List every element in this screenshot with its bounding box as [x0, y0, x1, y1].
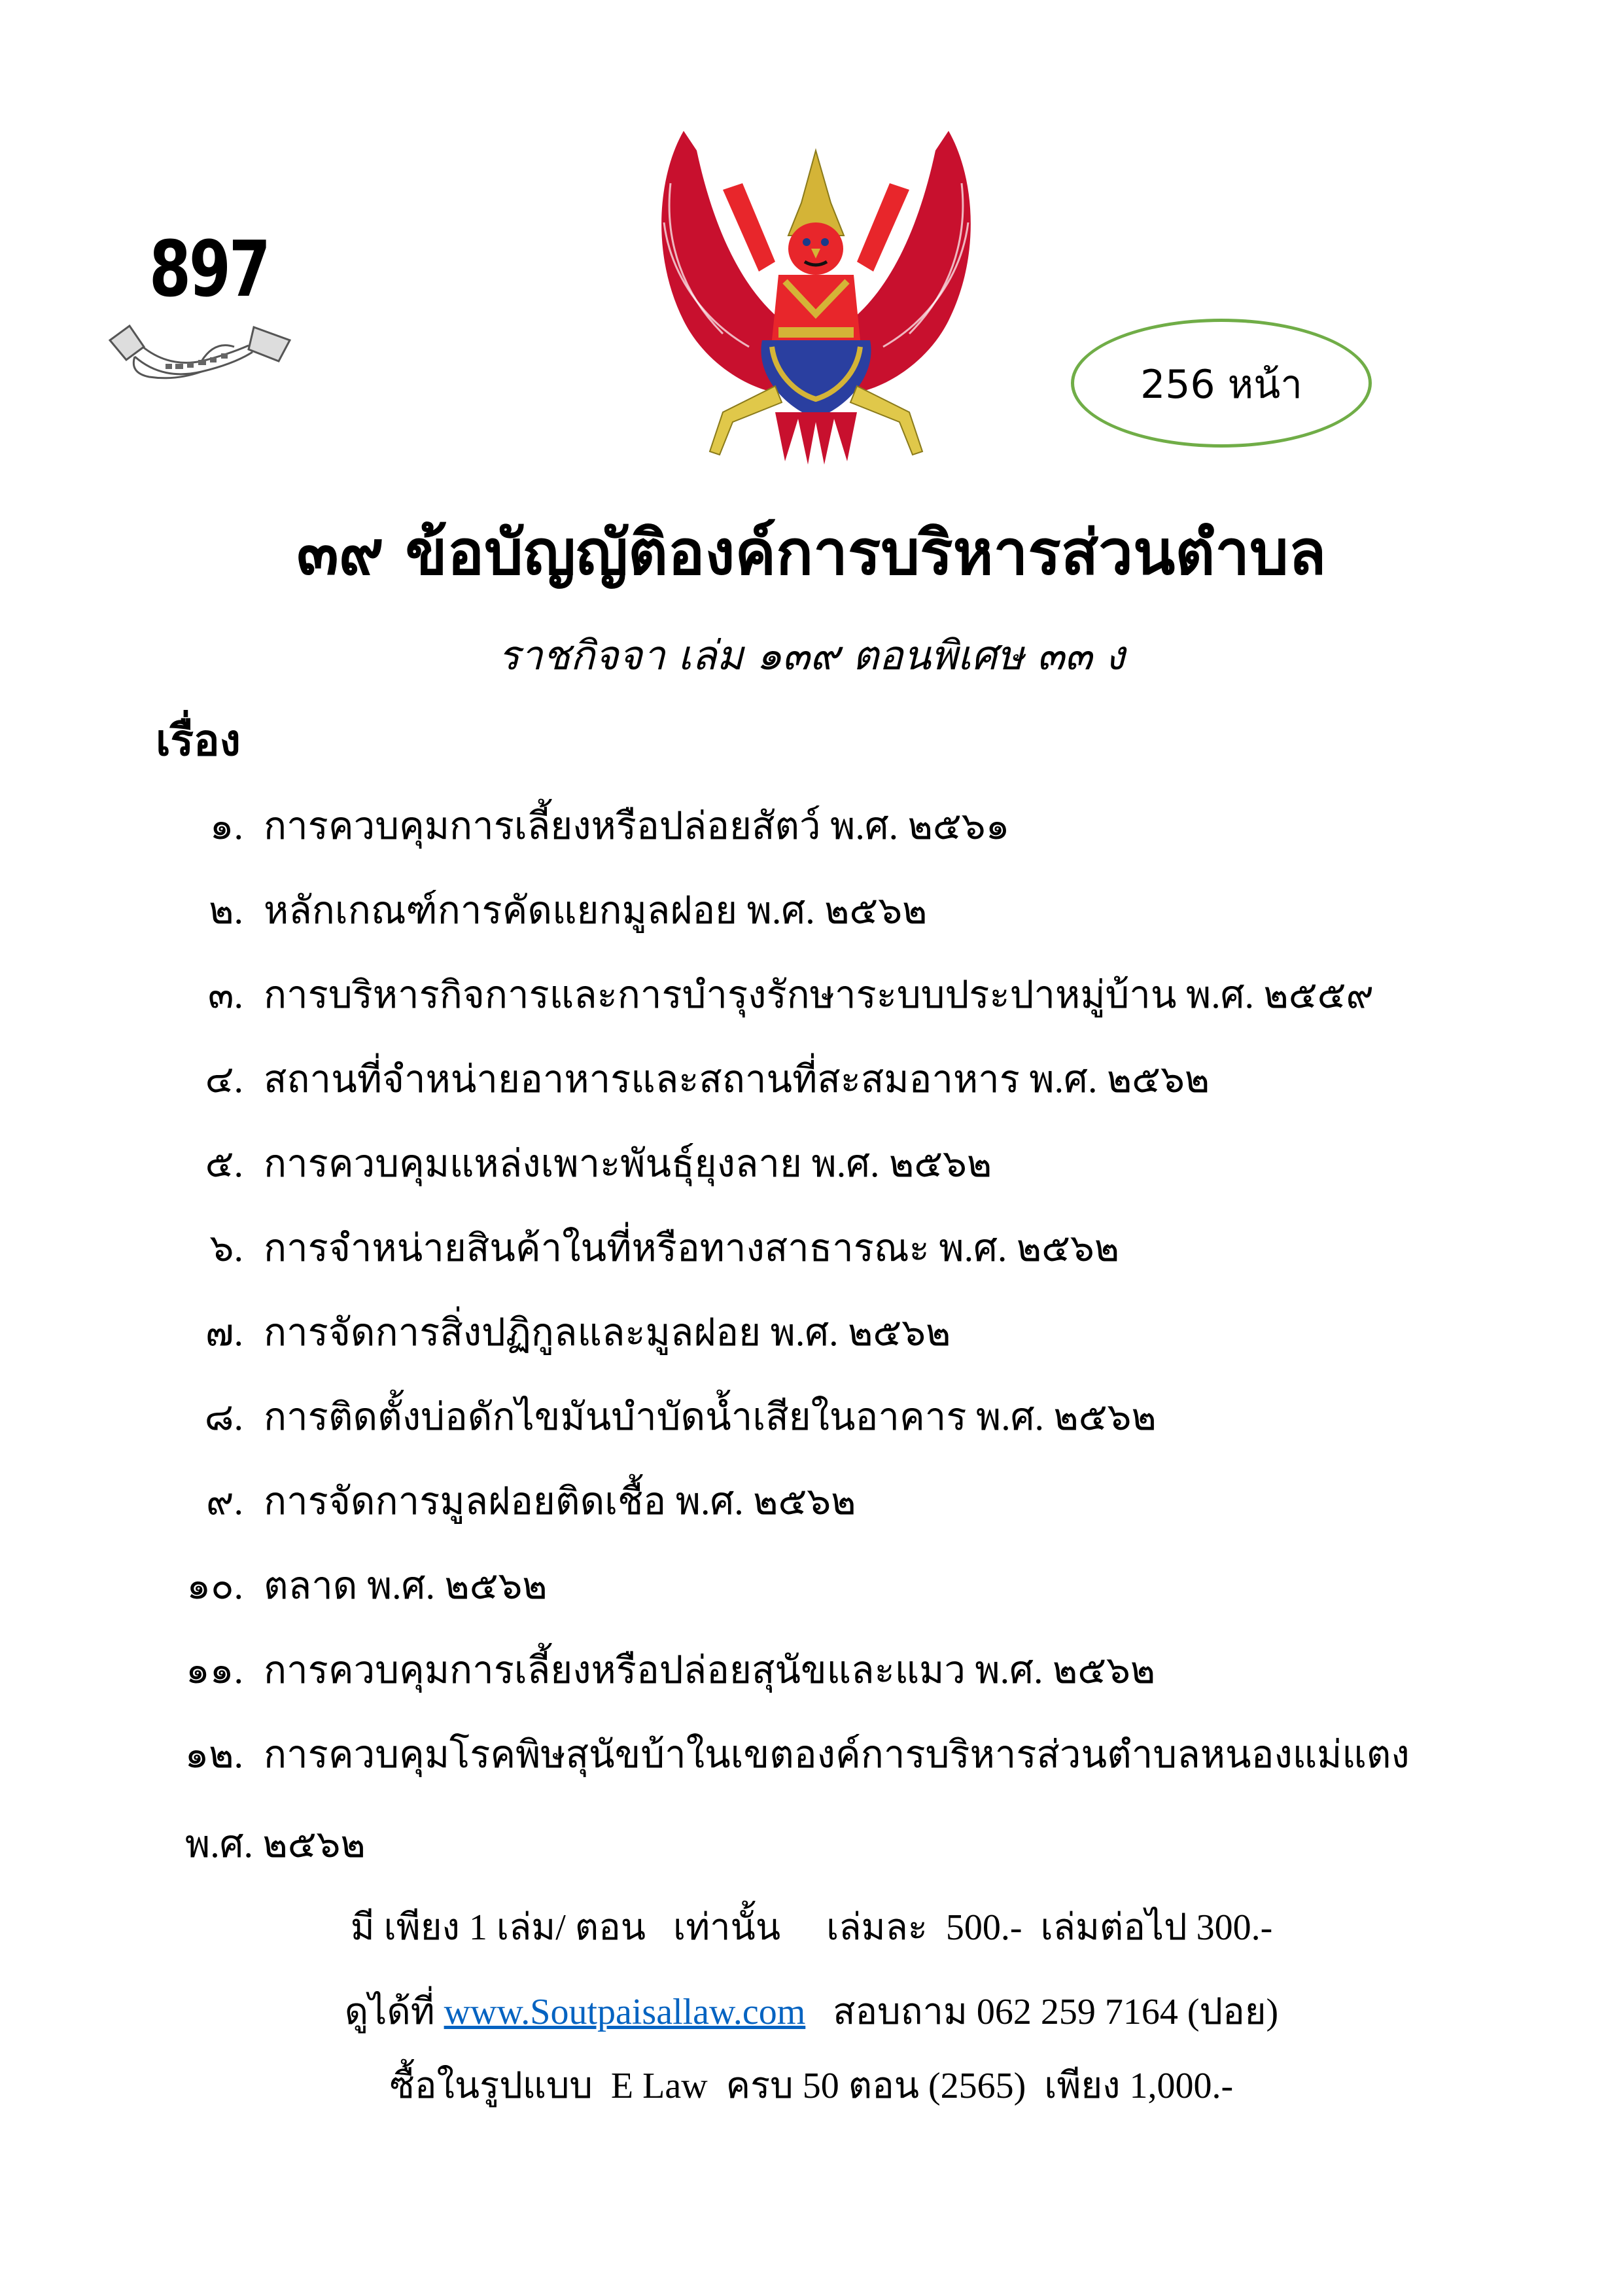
list-item [0, 1280, 1623, 1352]
catalog-number: 897 [149, 224, 269, 314]
list-item [0, 858, 1623, 930]
list-item [0, 1617, 1623, 1689]
item-text: หลักเกณฑ์การคัดแยกมูลฝอย พ.ศ. ๒๕๖๒ [264, 889, 928, 932]
item-12-continuation: พ.ศ. ๒๕๖๒ [185, 1823, 366, 1865]
list-item [0, 1027, 1623, 1099]
item-text: การควบคุมแหล่งเพาะพันธุ์ยุงลาย พ.ศ. ๒๕๖๒ [264, 1142, 992, 1185]
item-number: ๑๒. [184, 1733, 243, 1776]
item-number: ๗. [205, 1311, 243, 1354]
document-title: ๓๙ ข้อบัญญัติองค์การบริหารส่วนตำบล [296, 518, 1327, 589]
item-number: ๓. [207, 974, 243, 1016]
garuda-emblem-icon [644, 124, 988, 468]
item-text: การติดตั้งบ่อดักไขมันบำบัดน้ำเสียในอาคาร พ.ศ. ๒๕๖๒ [264, 1396, 1157, 1438]
elaw-offer-line: ซื้อในรูปแบบ E Law ครบ 50 ตอน (2565) เพียง 1,000.- [389, 2066, 1234, 2106]
list-item [0, 1195, 1623, 1267]
contact-prefix: ดูได้ที่ [344, 1992, 444, 2032]
item-text: การควบคุมการเลี้ยงหรือปล่อยสุนัขและแมว พ.ศ. ๒๕๖๒ [264, 1649, 1156, 1691]
list-item [0, 1533, 1623, 1605]
gazette-reference: ราชกิจจา เล่ม ๑๓๙ ตอนพิเศษ ๓๓ ง [498, 631, 1125, 679]
item-number: ๘. [204, 1396, 243, 1438]
item-text: การควบคุมโรคพิษสุนัขบ้าในเขตองค์การบริหารส่วนตำบลหนองแม่แตง [264, 1733, 1410, 1776]
item-text: การจัดการมูลฝอยติดเชื้อ พ.ศ. ๒๕๖๒ [264, 1480, 856, 1523]
list-item [0, 773, 1623, 845]
item-text: การบริหารกิจการและการบำรุงรักษาระบบประปาหมู่บ้าน พ.ศ. ๒๕๕๙ [264, 974, 1374, 1016]
item-number: ๑. [209, 805, 243, 847]
item-number: ๙. [206, 1480, 243, 1523]
contact-phone: สอบถาม 062 259 7164 (ปอย) [805, 1992, 1279, 2032]
list-item [0, 1364, 1623, 1436]
list-item [0, 1111, 1623, 1183]
website-link[interactable]: www.Soutpaisallaw.com [444, 1992, 806, 2032]
item-text: ตลาด พ.ศ. ๒๕๖๒ [264, 1564, 548, 1607]
contact-line [0, 1994, 1623, 2030]
list-item [0, 942, 1623, 1014]
item-number: ๕. [205, 1142, 243, 1185]
item-number: ๔. [205, 1058, 243, 1101]
item-text: การจำหน่ายสินค้าในที่หรือทางสาธารณะ พ.ศ. ๒๕๖๒ [264, 1227, 1120, 1269]
item-text: สถานที่จำหน่ายอาหารและสถานที่สะสมอาหาร พ.ศ. ๒๕๖๒ [264, 1058, 1210, 1101]
pricing-line: มี เพียง 1 เล่ม/ ตอน เท่านั้น เล่มละ 500.- เล่มต่อไป 300.- [350, 1907, 1273, 1948]
item-number: ๑๑. [185, 1649, 243, 1691]
list-item [0, 1702, 1623, 1774]
item-text: การจัดการสิ่งปฏิกูลและมูลฝอย พ.ศ. ๒๕๖๒ [264, 1311, 951, 1354]
section-heading: เรื่อง [156, 715, 241, 766]
item-number: ๑๐. [186, 1564, 243, 1607]
item-number: ๖. [209, 1227, 243, 1269]
list-item [0, 1449, 1623, 1521]
ribbon-logo-icon [103, 321, 294, 383]
item-number: ๒. [209, 889, 243, 932]
page-count-text: 256 หน้า [1140, 361, 1302, 408]
item-text: การควบคุมการเลี้ยงหรือปล่อยสัตว์ พ.ศ. ๒๕๖๑ [264, 805, 1010, 847]
page-count-badge [1071, 319, 1372, 448]
